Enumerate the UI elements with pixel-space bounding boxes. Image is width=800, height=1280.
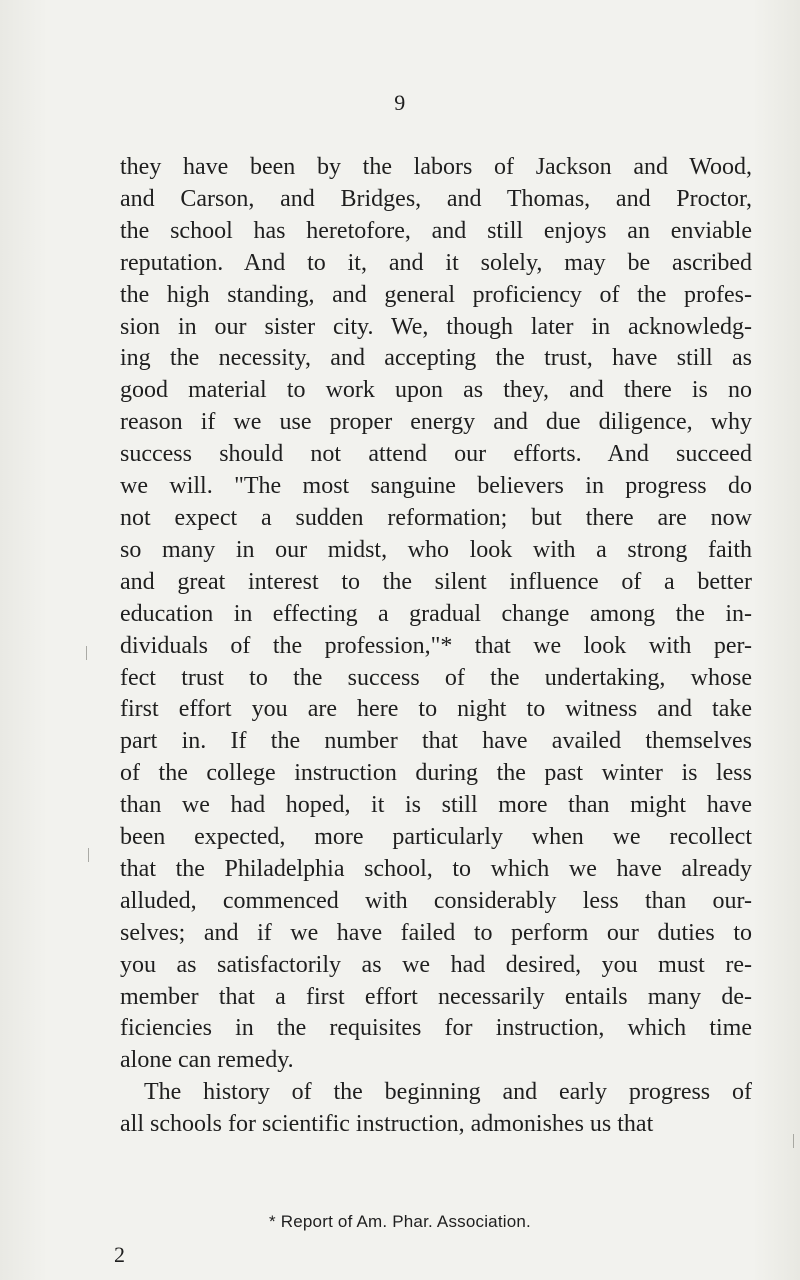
text-line: good material to work upon as they, and there is no: [120, 377, 752, 404]
text-line: success should not attend our efforts. And succeed: [120, 441, 752, 468]
text-line: education in effecting a gradual change among the in-: [120, 600, 752, 627]
text-line: we will. "The most sanguine believers in progress do: [120, 473, 752, 500]
text-line: they have been by the labors of Jackson and Wood,: [120, 154, 752, 180]
text-line: the school has heretofore, and still enjoys an enviable: [120, 217, 752, 244]
text-line: reason if we use proper energy and due diligence, why: [120, 409, 752, 436]
text-line: and great interest to the silent influence of a better: [120, 568, 752, 595]
text-line: that the Philadelphia school, to which we have already: [120, 855, 752, 882]
text-line: The history of the beginning and early progress of: [144, 1079, 752, 1106]
body-text: [120, 152, 752, 1141]
margin-tick: [793, 1134, 794, 1148]
text-line: fect trust to the success of the undertaking, whose: [120, 664, 752, 691]
text-line: so many in our midst, who look with a strong faith: [120, 536, 752, 563]
text-line: dividuals of the profession,"* that we look with per-: [120, 632, 752, 659]
text-line: than we had hoped, it is still more than might have: [120, 792, 752, 819]
text-line: all schools for scientific instruction, admonishes us that: [120, 1111, 654, 1138]
margin-tick: [88, 848, 89, 862]
text-line: first effort you are here to night to witness and take: [120, 696, 752, 723]
text-line: ing the necessity, and accepting the trust, have still as: [120, 345, 752, 372]
text-line: selves; and if we have failed to perform our duties to: [120, 919, 752, 946]
page-number: 9: [394, 90, 406, 115]
text-line: sion in our sister city. We, though later in acknowledg-: [120, 313, 752, 340]
text-line: alone can remedy.: [120, 1047, 294, 1074]
text-line: and Carson, and Bridges, and Thomas, and Proctor,: [120, 185, 752, 212]
text-line: not expect a sudden reformation; but there are now: [120, 504, 752, 531]
text-line: alluded, commenced with considerably less than our-: [120, 887, 752, 914]
text-line: been expected, more particularly when we recollect: [120, 824, 752, 851]
text-line: reputation. And to it, and it solely, may be ascribed: [120, 249, 752, 276]
margin-tick: [86, 646, 87, 660]
text-line: of the college instruction during the past winter is less: [120, 760, 752, 787]
text-line: you as satisfactorily as we had desired, you must re-: [120, 951, 752, 978]
text-line: part in. If the number that have availed themselves: [120, 728, 752, 755]
text-line: ficiencies in the requisites for instruction, which time: [120, 1015, 752, 1042]
footnote: * Report of Am. Phar. Association.: [269, 1212, 531, 1231]
text-line: member that a first effort necessarily entails many de-: [120, 983, 752, 1010]
signature-mark: 2: [114, 1242, 125, 1267]
text-line: the high standing, and general proficiency of the profes-: [120, 281, 752, 308]
